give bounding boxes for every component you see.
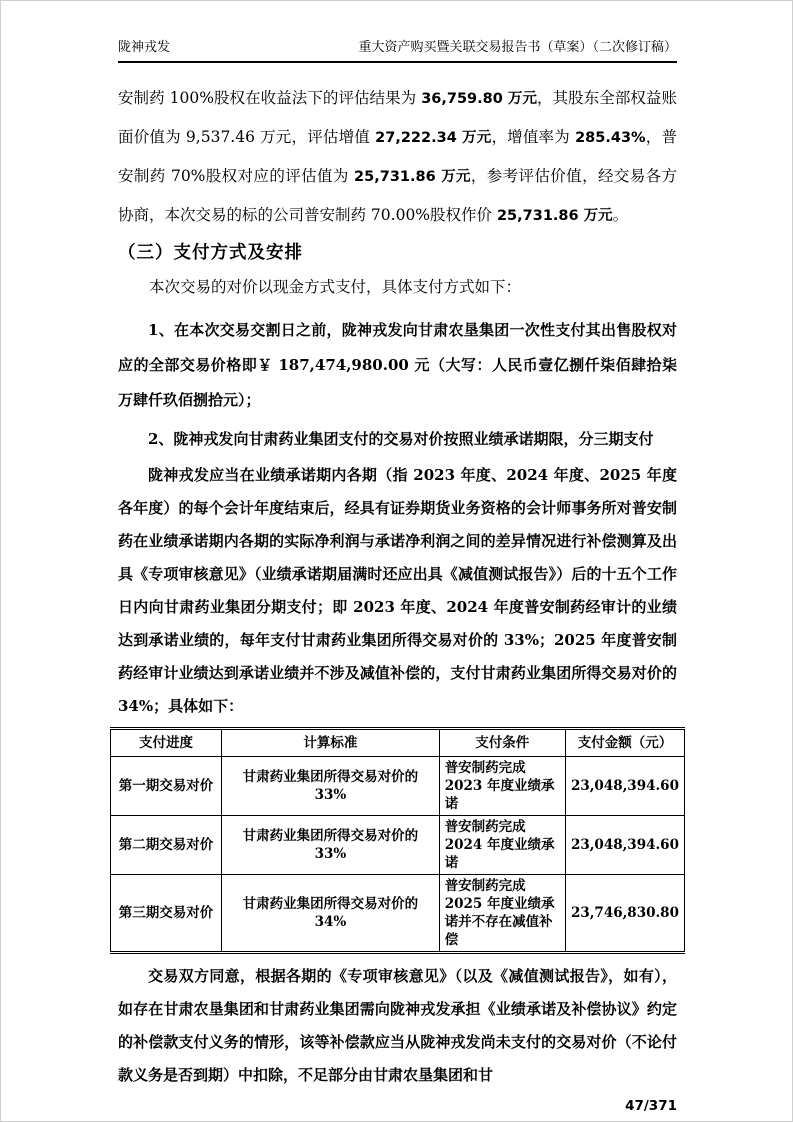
table-cell-standard: 甘肃药业集团所得交易对价的 33%	[222, 757, 440, 816]
table-row	[111, 875, 685, 953]
table-cell-condition: 普安制药完成 2023 年度业绩承诺	[439, 757, 565, 816]
payment-schedule-table	[110, 727, 685, 954]
paragraph-payment-item-2: 2、陇神戎发向甘肃药业集团支付的交易对价按照业绩承诺期限，分三期支付	[148, 430, 654, 448]
text-segment-bold: 25,731.86 万元	[354, 169, 471, 185]
table-cell-amount: 23,746,830.80	[565, 875, 684, 953]
table-cell-standard: 甘肃药业集团所得交易对价的 33%	[222, 816, 440, 875]
text-segment-bold: 27,222.34 万元	[375, 130, 492, 146]
table-row	[111, 816, 685, 875]
page-number: 47/371	[625, 1098, 677, 1114]
page-header	[118, 40, 677, 63]
table-header-cell-progress: 支付进度	[111, 729, 222, 757]
paragraph-payment-item-1: 1、在本次交易交割日之前，陇神戎发向甘肃农垦集团一次性支付其出售股权对应的全部交易价格即￥ 187,474,980.00 元（大写：人民币壹亿捌仟柒佰肆拾柒万肆仟玖佰捌拾元）；	[118, 321, 677, 409]
table-cell-progress: 第三期交易对价	[111, 875, 222, 953]
header-doc-short-title: 陇神戎发	[118, 40, 171, 55]
text-segment: 安制药 100%股权在收益法下的评估结果为	[118, 89, 422, 107]
section-heading-payment: （三）支付方式及安排	[118, 243, 303, 263]
paragraph-compensation-deduction: 交易双方同意，根据各期的《专项审核意见》（以及《减值测试报告》，如有），如存在甘肃农垦集团和甘肃药业集团需向陇神戎发承担《业绩承诺及补偿协议》约定的补偿款支付义务的情形，该等补偿款应当从陇神戎发尚未支付的交易对价（不论付款义务是否到期）中扣除，不足部分由甘肃农垦集团和甘	[118, 967, 677, 1084]
text-segment: ，普安制药 70%股权对应的评估值为	[118, 128, 677, 185]
table-cell-amount: 23,048,394.60	[565, 757, 684, 816]
table-cell-condition: 普安制药完成 2024 年度业绩承诺	[439, 816, 565, 875]
paragraph-valuation-result	[118, 79, 677, 235]
table-row	[111, 757, 685, 816]
table-cell-progress: 第一期交易对价	[111, 757, 222, 816]
text-segment-bold: 36,759.80 万元	[421, 91, 538, 107]
text-segment-bold: 285.43%	[575, 130, 646, 146]
text-segment: ，增值率为	[491, 128, 576, 146]
table-cell-condition: 普安制药完成 2025 年度业绩承诺并不存在减值补偿	[439, 875, 565, 953]
text-segment: 。	[612, 206, 629, 224]
table-header-cell-amount: 支付金额（元）	[565, 729, 684, 757]
page-body	[118, 79, 677, 1114]
header-doc-full-title: 重大资产购买暨关联交易报告书（草案）（二次修订稿）	[358, 40, 677, 55]
table-cell-amount: 23,048,394.60	[565, 816, 684, 875]
table-cell-progress: 第二期交易对价	[111, 816, 222, 875]
table-header-row	[111, 729, 685, 757]
text-segment: ，其股东全部权益账面价值为 9,537.46 万元，评估增值	[118, 89, 677, 146]
text-segment-bold: 25,731.86 万元	[496, 208, 613, 224]
table-header-cell-condition: 支付条件	[439, 729, 565, 757]
paragraph-payment-intro: 本次交易的对价以现金方式支付，具体支付方式如下：	[149, 278, 522, 296]
paragraph-payment-schedule: 陇神戎发应当在业绩承诺期内各期（指 2023 年度、2024 年度、2025 年度各年度）的每个会计年度结束后，经具有证券期货业务资格的会计师事务所对普安制药在业绩承诺期内各期的实际净利润与承诺净利润之间的差异情况进行补偿测算及出具《专项审核意见》（业绩承诺期届满时还应出具《减值测试报告》）后的十五个工作日内向甘肃药业集团分期支付；即 2023 年度、2024 年度普安制药经审计的业绩达到承诺业绩的，每年支付甘肃药业集团所得交易对价的 33%；2025 年度普安制药经审计业绩达到承诺业绩并不涉及减值补偿的，支付甘肃药业集团所得交易对价的 34%；具体如下：	[118, 466, 677, 715]
text-segment: ，参考评估价值，经交易各方协商，本次交易的标的公司普安制药 70.00%股权作价	[118, 167, 677, 224]
table-header-cell-standard: 计算标准	[222, 729, 440, 757]
table-cell-standard: 甘肃药业集团所得交易对价的 34%	[222, 875, 440, 953]
